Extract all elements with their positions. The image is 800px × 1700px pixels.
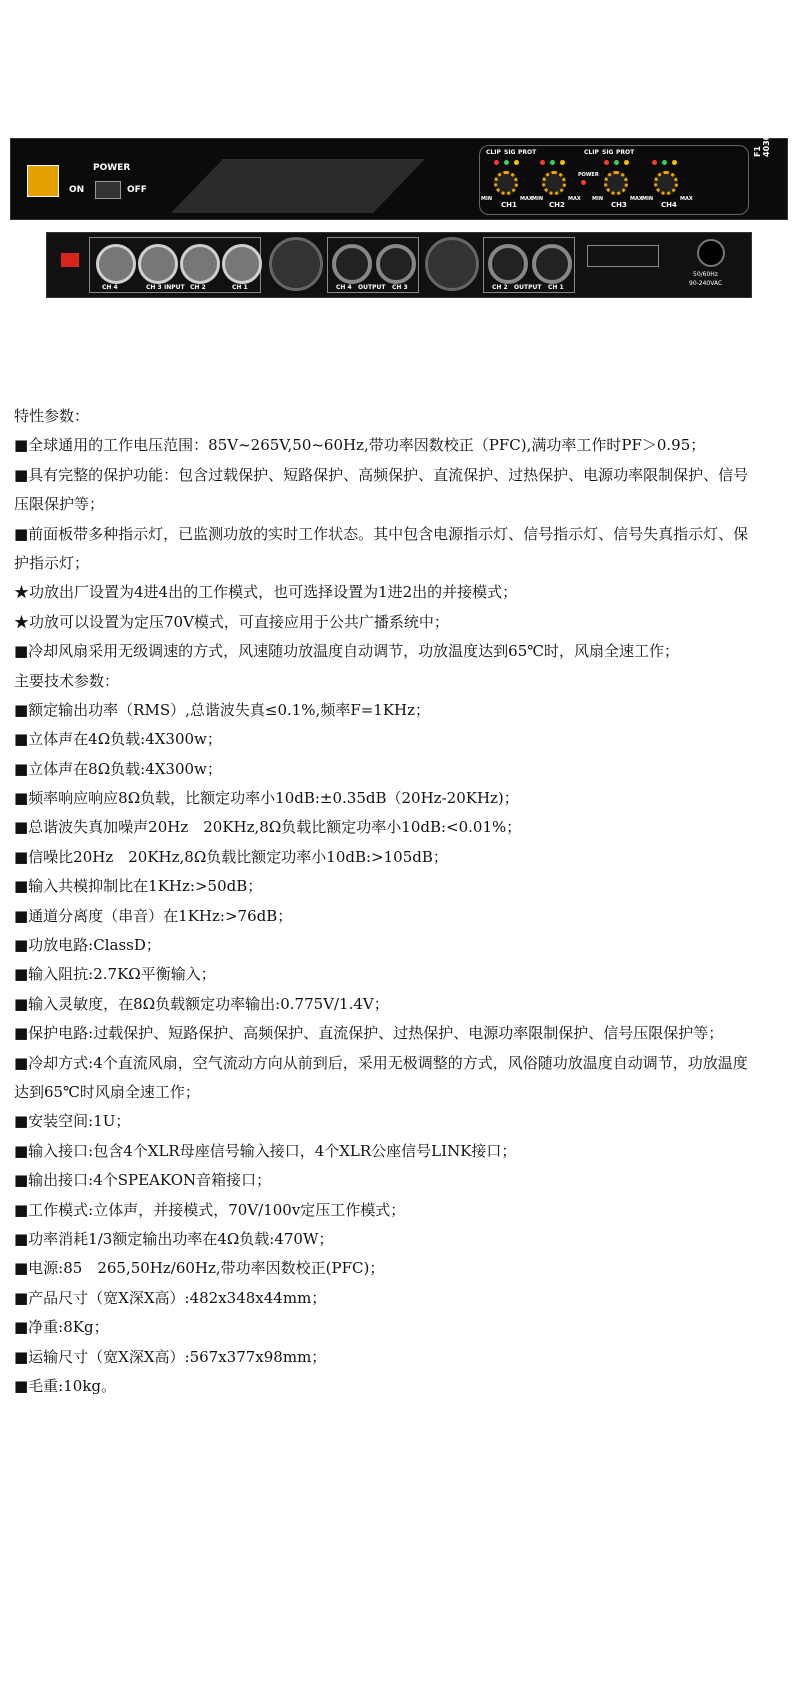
ch3-label: CH3 [611,201,627,209]
spec-line: ■净重:8Kg； [14,1318,109,1337]
spec-line: ■安装空间:1U； [14,1112,131,1131]
ch2-volume-knob[interactable] [542,171,566,195]
max-label: MAX [568,196,581,202]
spec-line: 护指示灯； [14,553,90,572]
ch1-volume-knob[interactable] [494,171,518,195]
spec-list [14,402,794,1401]
vent-grille [321,159,425,213]
led-label-prot: PROT [616,149,635,156]
warning-label [587,245,659,267]
input-section [89,237,261,293]
min-label: MIN [481,196,493,202]
spec-line: ■立体声在8Ω负载:4X300w； [14,759,222,778]
spec-line: ■运输尺寸（宽X深X高）:567x377x98mm； [14,1347,327,1366]
ch4-volume-knob[interactable] [654,171,678,195]
ch4-label: CH4 [661,201,677,209]
clip-led [604,160,609,165]
spec-line: 达到65℃时风扇全速工作； [14,1082,200,1101]
spec-line: ■输出接口:4个SPEAKON音箱接口； [14,1171,272,1190]
spec-line: ★功放可以设置为定压70V模式，可直接应用于公共广播系统中； [14,612,449,631]
input-label: INPUT [164,284,185,291]
spec-line: ■输入阻抗:2.7KΩ平衡输入； [14,965,216,984]
off-label: OFF [127,185,147,195]
signal-led [550,160,555,165]
on-label: ON [69,185,85,195]
output-section-right [483,237,575,293]
protect-led [672,160,677,165]
spec-line: ■电源:85 265,50Hz/60Hz,带功率因数校正(PFC)； [14,1259,385,1278]
spec-line: ■前面板带多种指示灯，已监测功放的实时工作状态。其中包含电源指示灯、信号指示灯、信号失真指示灯、保 [14,524,749,543]
spec-line: ■额定输出功率（RMS）,总谐波失真≤0.1%,频率F=1KHz； [14,700,431,719]
spec-line: ■功放电路:ClassD； [14,936,161,955]
signal-led [614,160,619,165]
model-name: F1 4030 [753,134,771,157]
voltage-label: 90-240VAC [689,280,723,287]
spec-line: ■冷却方式:4个直流风扇，空气流动方向从前到后，采用无极调整的方式，风俗随功放温度自动调节，功放温度 [14,1053,748,1072]
speakon-output-jack[interactable] [532,244,572,284]
spec-line: ■输入接口:包含4个XLR母座信号输入接口，4个XLR公座信号LINK接口； [14,1141,517,1160]
xlr-input-jack[interactable] [96,244,136,284]
ch1-label: CH1 [501,201,517,209]
spec-line: 主要技术参数： [14,671,120,690]
led-label-clip: CLIP [584,149,599,156]
protect-led [624,160,629,165]
clip-led [540,160,545,165]
spec-line: ■总谐波失真加噪声20Hz 20KHz,8Ω负载比额定功率小10dB:<0.01%； [14,818,522,837]
speakon-output-jack[interactable] [376,244,416,284]
power-label: POWER [93,163,131,173]
min-label: MIN [642,196,654,202]
spec-line: 压限保护等； [14,495,105,514]
max-label: MAX [520,196,533,202]
xlr-input-jack[interactable] [180,244,220,284]
spec-line: ■具有完整的保护功能：包含过载保护、短路保护、高频保护、直流保护、过热保护、电源功率限制保护、信号 [14,465,749,484]
output-ch1-label: CH 1 [548,284,564,291]
dip-switch[interactable] [61,253,79,267]
spec-line: ■功率消耗1/3额定输出功率在4Ω负载:470W； [14,1229,334,1248]
cooling-fan [425,237,479,291]
power-led [581,180,586,185]
cooling-fan [269,237,323,291]
min-label: MIN [532,196,544,202]
clip-led [494,160,499,165]
spec-line: ■通道分离度（串音）在1KHz:>76dB； [14,906,293,925]
speakon-output-jack[interactable] [332,244,372,284]
amplifier-rear-panel [46,232,752,298]
spec-line: ■信噪比20Hz 20KHz,8Ω负载比额定功率小10dB:>105dB； [14,847,448,866]
input-ch4-label: CH 4 [102,284,118,291]
power-switch[interactable] [95,181,121,199]
spec-line: ■频率响应响应8Ω负载，比额定功率小10dB:±0.35dB（20Hz-20KHz)； [14,789,519,808]
output-label: OUTPUT [358,284,386,291]
spec-line: ■输入共模抑制比在1KHz:>50dB； [14,877,263,896]
output-ch4-label: CH 4 [336,284,352,291]
led-label-sig: SIG [504,149,516,156]
frequency-label: 50/60Hz [693,271,718,278]
output-ch2-label: CH 2 [492,284,508,291]
spec-line: ■立体声在4Ω负载:4X300w； [14,730,222,749]
ch2-label: CH2 [549,201,565,209]
spec-line: 特性参数： [14,407,90,425]
signal-led [504,160,509,165]
spec-line: ■工作模式:立体声，并接模式，70V/100v定压工作模式； [14,1200,406,1219]
signal-led [662,160,667,165]
protect-led [514,160,519,165]
max-label: MAX [630,196,643,202]
power-led-label: POWER [578,172,599,178]
control-panel [479,145,749,215]
input-ch1-label: CH 1 [232,284,248,291]
protect-led [560,160,565,165]
led-label-prot: PROT [518,149,537,156]
max-label: MAX [680,196,693,202]
xlr-input-jack[interactable] [138,244,178,284]
input-ch3-label: CH 3 [146,284,162,291]
spec-line: ■冷却风扇采用无级调速的方式，风速随功放温度自动调节，功放温度达到65℃时，风扇全速工作； [14,642,680,661]
output-section-left [327,237,419,293]
led-label-clip: CLIP [486,149,501,156]
brand-logo [27,165,59,197]
spec-line: ■产品尺寸（宽X深X高）:482x348x44mm； [14,1288,327,1307]
ch3-volume-knob[interactable] [604,171,628,195]
spec-line: ■全球通用的工作电压范围：85V~265V,50~60Hz,带功率因数校正（PFC),满功率工作时PF＞0.95； [14,436,706,455]
spec-line: ■保护电路:过载保护、短路保护、高频保护、直流保护、过热保护、电源功率限制保护、信号压限保护等； [14,1024,724,1043]
min-label: MIN [592,196,604,202]
xlr-input-jack[interactable] [222,244,262,284]
speakon-output-jack[interactable] [488,244,528,284]
spec-line: ■毛重:10kg。 [14,1376,117,1395]
power-cord-socket[interactable] [697,239,725,267]
amplifier-front-panel [10,134,788,220]
input-ch2-label: CH 2 [190,284,206,291]
output-label: OUTPUT [514,284,542,291]
clip-led [652,160,657,165]
led-label-sig: SIG [602,149,614,156]
spec-line: ★功放出厂设置为4进4出的工作模式，也可选择设置为1进2出的并接模式； [14,583,518,602]
output-ch3-label: CH 3 [392,284,408,291]
spec-line: ■输入灵敏度，在8Ω负载额定功率输出:0.775V/1.4V； [14,994,389,1013]
